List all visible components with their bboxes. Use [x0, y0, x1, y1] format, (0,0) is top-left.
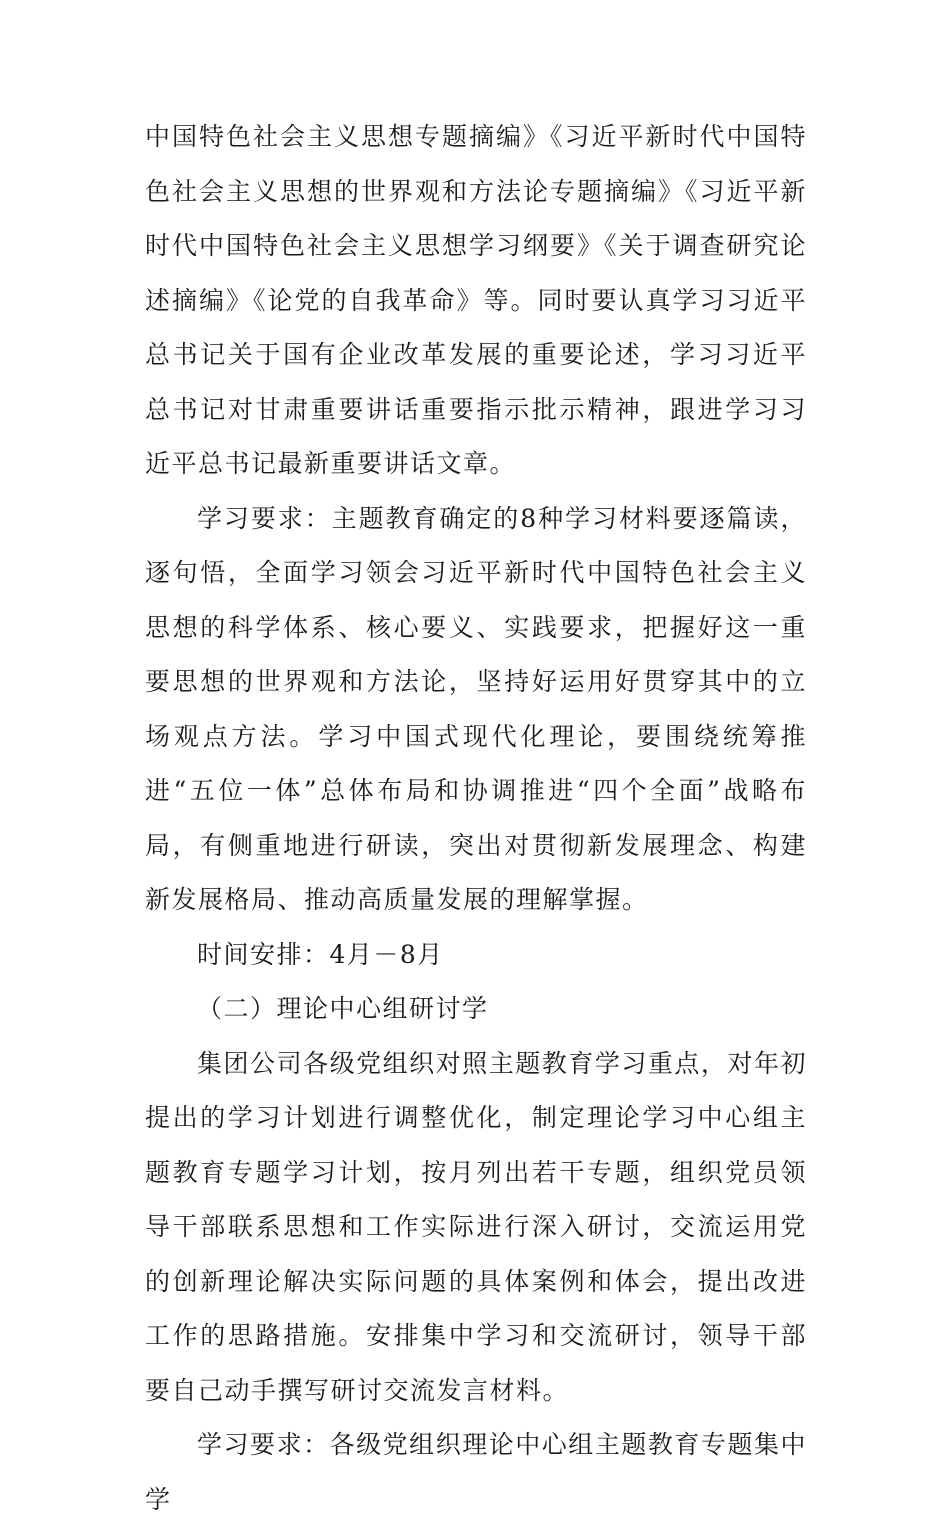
paragraph-group-study: 集团公司各级党组织对照主题教育学习重点，对年初提出的学习计划进行调整优化，制定理论学习中心组主题教育专题学习计划，按月列出若干专题，组织党员领导干部联系思想和工作实际进行深入研讨，交流运用党的创新理论解决实际问题的具体案例和体会，提出改进工作的思路措施。安排集中学习和交流研讨，领导干部要自己动手撰写研讨交流发言材料。	[145, 1048, 807, 1405]
document-page	[145, 110, 807, 1527]
section-heading-theory-group: （二）理论中心组研讨学	[197, 994, 489, 1023]
paragraph-reading-list: 中国特色社会主义思想专题摘编》《习近平新时代中国特色社会主义思想的世界观和方法论专题摘编》《习近平新时代中国特色社会主义思想学习纲要》《关于调查研究论述摘编》《论党的自我革命》等。同时要认真学习习近平总书记关于国有企业改革发展的重要论述，学习习近平总书记对甘肃重要讲话重要指示批示精神，跟进学习习近平总书记最新重要讲话文章。	[145, 122, 807, 478]
paragraph-study-requirements: 学习要求：主题教育确定的8种学习材料要逐篇读，逐句悟，全面学习领会习近平新时代中国特色社会主义思想的科学体系、核心要义、实践要求，把握好这一重要思想的世界观和方法论，坚持好运用好贯穿其中的立场观点方法。学习中国式现代化理论，要围绕统筹推进“五位一体”总体布局和协调推进“四个全面”战略布局，有侧重地进行研读，突出对贯彻新发展理念、构建新发展格局、推动高质量发展的理解掌握。	[145, 503, 807, 914]
paragraph-schedule: 时间安排：4月－8月	[197, 939, 444, 969]
paragraph-group-requirements: 学习要求：各级党组织理论中心组主题教育专题集中学	[145, 1430, 807, 1514]
